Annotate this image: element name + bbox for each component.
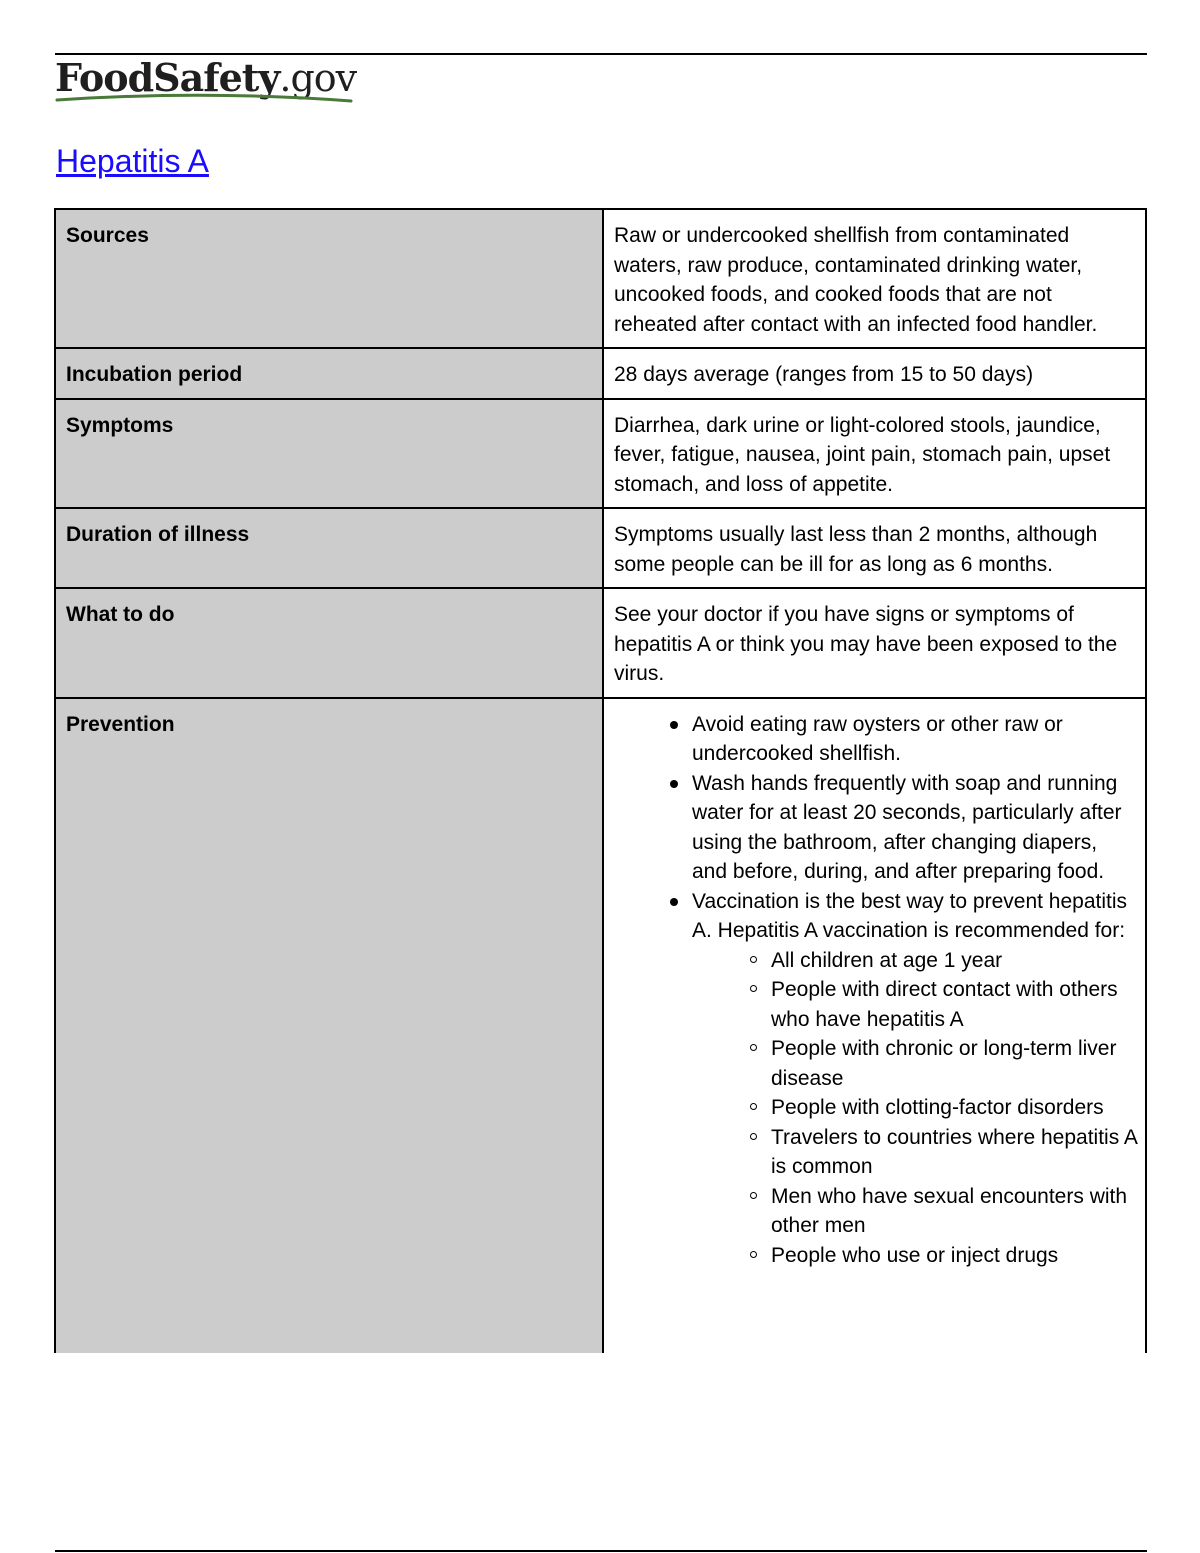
prevention-item-text: Vaccination is the best way to prevent hepatitis A. Hepatitis A vaccination is recommended for: <box>692 889 1128 942</box>
row-value: Symptoms usually last less than 2 months, although some people can be ill for as long as 6 months. <box>603 508 1146 588</box>
row-label: Incubation period <box>55 348 603 399</box>
table-row <box>55 348 1146 399</box>
table-row <box>55 508 1146 588</box>
vaccination-group-item: People who use or inject drugs <box>771 1241 1137 1271</box>
vaccination-groups-list <box>692 946 1137 1271</box>
row-label: Symptoms <box>55 399 603 509</box>
row-label: Duration of illness <box>55 508 603 588</box>
table-row-prevention <box>55 698 1146 1353</box>
pathogen-info-table <box>54 208 1147 1353</box>
vaccination-group-item: People with chronic or long-term liver disease <box>771 1034 1137 1093</box>
vaccination-group-item: People with direct contact with others who have hepatitis A <box>771 975 1137 1034</box>
vaccination-group-item: Travelers to countries where hepatitis A is common <box>771 1123 1137 1182</box>
row-label: Sources <box>55 209 603 348</box>
prevention-item: Wash hands frequently with soap and running water for at least 20 seconds, particularly after using the bathroom, after changing diapers, and before, during, and after preparing food. <box>692 769 1137 887</box>
prevention-list <box>614 710 1137 1271</box>
table-row <box>55 209 1146 348</box>
logo-swoosh-icon <box>55 88 355 104</box>
bottom-rule <box>55 1550 1147 1552</box>
row-label: What to do <box>55 588 603 698</box>
foodsafety-logo[interactable] <box>55 55 357 108</box>
prevention-content <box>603 698 1146 1353</box>
prevention-item <box>692 887 1137 1271</box>
vaccination-group-item: People with clotting-factor disorders <box>771 1093 1137 1123</box>
prevention-item: Avoid eating raw oysters or other raw or undercooked shellfish. <box>692 710 1137 769</box>
table-row <box>55 588 1146 698</box>
row-label: Prevention <box>55 698 603 1353</box>
vaccination-group-item: Men who have sexual encounters with other men <box>771 1182 1137 1241</box>
vaccination-group-item: All children at age 1 year <box>771 946 1137 976</box>
row-value: See your doctor if you have signs or symptoms of hepatitis A or think you may have been exposed to the virus. <box>603 588 1146 698</box>
page-title-link[interactable]: Hepatitis A <box>56 143 209 179</box>
row-value: 28 days average (ranges from 15 to 50 days) <box>603 348 1146 399</box>
logo-brand: FoodSafety <box>55 55 280 100</box>
table-row <box>55 399 1146 509</box>
row-value: Diarrhea, dark urine or light-colored stools, jaundice, fever, fatigue, nausea, joint pain, stomach pain, upset stomach, and loss of appetite. <box>603 399 1146 509</box>
row-value: Raw or undercooked shellfish from contaminated waters, raw produce, contaminated drinking water, uncooked foods, and cooked foods that are not reheated after contact with an infected food handler. <box>603 209 1146 348</box>
logo-tld: .gov <box>279 56 357 100</box>
